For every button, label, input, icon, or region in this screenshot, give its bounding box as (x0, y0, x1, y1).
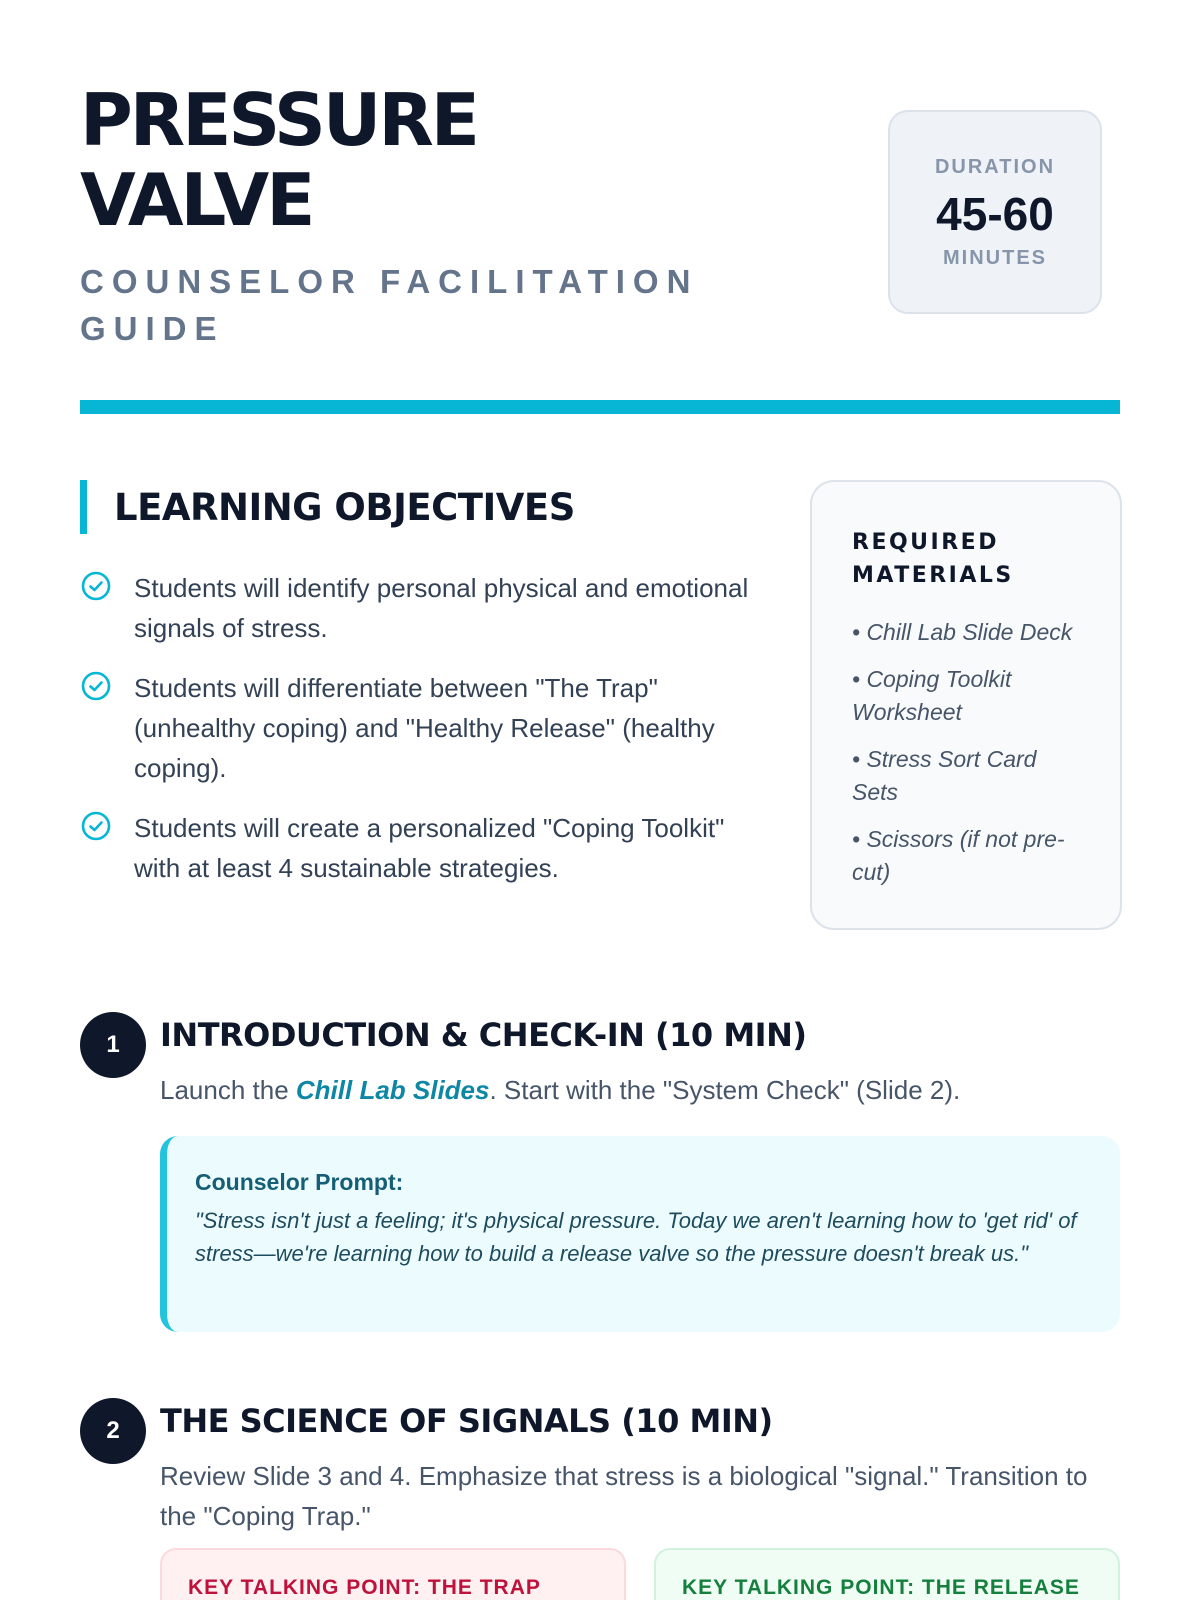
objective-text: Students will identify personal physical and emotional signals of stress. (134, 573, 749, 643)
materials-list (852, 616, 1080, 889)
section-introduction (80, 1012, 1120, 1332)
section-description: Review Slide 3 and 4. Emphasize that stress is a biological "signal." Transition to the "Coping Trap." (160, 1461, 1088, 1531)
talking-point-trap-card (160, 1548, 626, 1600)
materials-title: REQUIRED MATERIALS (852, 530, 1014, 588)
page-subtitle: COUNSELOR FACILITATION GUIDE (80, 263, 699, 347)
check-circle-icon (80, 810, 112, 842)
objective-text: Students will differentiate between "The Trap" (unhealthy coping) and "Healthy Release" (healthy coping). (134, 673, 715, 783)
check-circle-icon (80, 670, 112, 702)
talking-point-release-card (654, 1548, 1120, 1600)
objective-item (80, 568, 760, 648)
material-item: • Stress Sort Card Sets (852, 746, 1037, 805)
chill-lab-slides-link[interactable]: Chill Lab Slides (295, 1075, 490, 1105)
prompt-label: Counselor Prompt: (195, 1169, 404, 1195)
title-line-1: PRESSURE (80, 78, 477, 162)
talking-point-label: KEY TALKING POINT: THE RELEASE (682, 1576, 1080, 1599)
material-item: • Scissors (if not pre-cut) (852, 826, 1065, 885)
learning-objectives (80, 480, 760, 908)
section-science-of-signals (80, 1398, 1120, 1600)
material-item: • Coping Toolkit Worksheet (852, 666, 1012, 725)
objectives-title: LEARNING OBJECTIVES (114, 485, 575, 529)
objective-item (80, 808, 760, 888)
step-number-badge: 2 (80, 1398, 146, 1464)
header-divider (80, 400, 1120, 414)
check-circle-icon (80, 570, 112, 602)
section-title: THE SCIENCE OF SIGNALS (10 MIN) (160, 1402, 773, 1440)
accent-bar (80, 480, 87, 534)
objectives-heading (80, 480, 760, 534)
description-text: . Start with the "System Check" (Slide 2). (489, 1075, 961, 1105)
duration-unit: MINUTES (943, 247, 1047, 269)
talking-point-label: KEY TALKING POINT: THE TRAP (188, 1576, 541, 1599)
material-item: • Chill Lab Slide Deck (852, 619, 1073, 645)
counselor-prompt-box (160, 1136, 1120, 1332)
prompt-quote: "Stress isn't just a feeling; it's physical pressure. Today we aren't learning how to 'get rid' of stress—we're learning how to build a release valve so the pressure doesn't break us." (195, 1208, 1077, 1266)
page-header (80, 78, 1120, 347)
duration-label: DURATION (934, 156, 1056, 178)
step-number-badge: 1 (80, 1012, 146, 1078)
objectives-list (80, 568, 760, 888)
section-title: INTRODUCTION & CHECK-IN (10 MIN) (160, 1016, 807, 1054)
duration-card (888, 110, 1102, 314)
page-title (80, 80, 640, 240)
required-materials-card (810, 480, 1122, 930)
duration-value: 45-60 (936, 188, 1054, 240)
description-text: Launch the (160, 1075, 296, 1105)
title-line-2: VALVE (80, 158, 313, 242)
section-description (160, 1070, 1120, 1110)
objective-item (80, 668, 760, 788)
objective-text: Students will create a personalized "Coping Toolkit" with at least 4 sustainable strategies. (134, 813, 725, 883)
